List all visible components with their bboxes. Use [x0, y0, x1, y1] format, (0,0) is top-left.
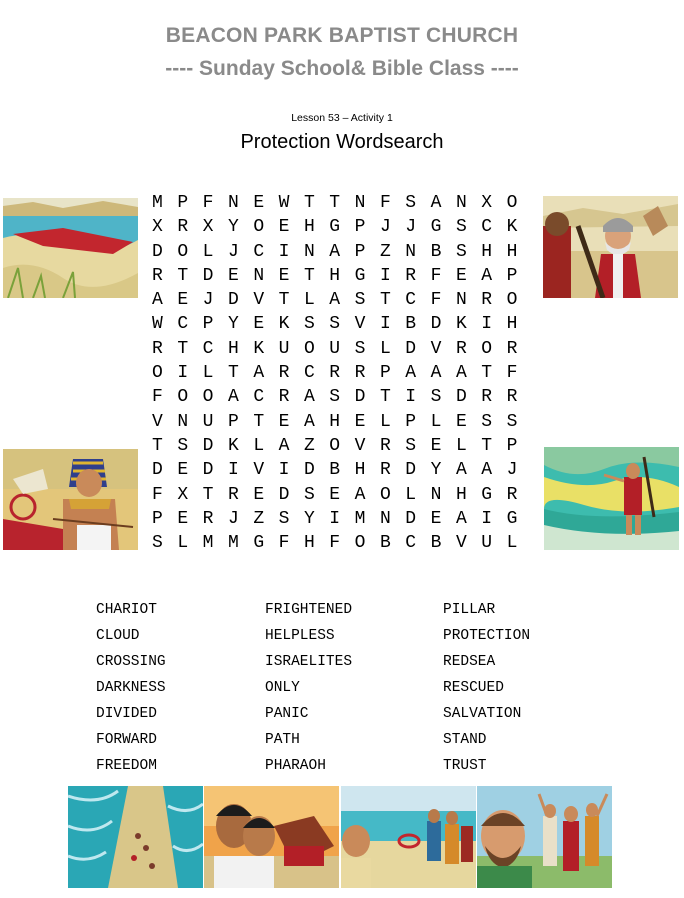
word-list-column-2: [265, 602, 352, 784]
grid-letter: Y: [430, 460, 442, 481]
grid-letter: A: [303, 411, 315, 432]
word-list-item: ISRAELITES: [265, 654, 353, 670]
grid-letter: X: [152, 217, 163, 238]
grid-letter: F: [430, 265, 442, 286]
grid-letter: O: [506, 193, 518, 213]
grid-letter: S: [177, 435, 189, 456]
word-list-item: REDSEA: [443, 654, 496, 670]
grid-letter: D: [227, 290, 239, 311]
grid-letter: O: [379, 484, 391, 505]
grid-letter: L: [379, 411, 391, 432]
grid-letter: I: [177, 363, 189, 384]
wordsearch-title: Protection Wordsearch: [240, 131, 444, 153]
israelites-by-sea-illustration: [341, 786, 476, 888]
word-list-item: CLOUD: [96, 628, 140, 644]
grid-letter: H: [506, 314, 518, 335]
grid-letter: A: [278, 435, 290, 456]
grid-letter: A: [405, 363, 417, 384]
grid-letter: S: [481, 411, 493, 432]
grid-letter: R: [506, 387, 518, 408]
grid-letter: H: [303, 533, 315, 554]
grid-letter: R: [506, 484, 518, 505]
grid-letter: H: [329, 265, 341, 286]
class-subtitle: ---- Sunday School& Bible Class ----: [165, 57, 519, 80]
grid-letter: H: [354, 460, 366, 481]
parting-sea-illustration: [544, 447, 679, 550]
grid-letter: T: [177, 265, 189, 286]
grid-letter: E: [177, 460, 189, 481]
grid-letter: M: [227, 533, 239, 554]
word-list-column-1: [96, 602, 166, 784]
grid-letter: V: [430, 338, 442, 359]
grid-letter: A: [303, 387, 315, 408]
grid-letter: R: [152, 265, 163, 286]
grid-letter: G: [481, 484, 493, 505]
grid-letter: T: [227, 363, 239, 384]
grid-row: [150, 460, 530, 484]
grid-letter: V: [152, 411, 163, 432]
grid-letter: R: [379, 460, 391, 481]
grid-letter: S: [405, 193, 417, 213]
grid-letter: R: [405, 265, 417, 286]
grid-letter: D: [202, 435, 214, 456]
grid-letter: R: [455, 338, 467, 359]
grid-letter: A: [481, 460, 493, 481]
grid-letter: N: [227, 193, 239, 213]
grid-letter: G: [253, 533, 265, 554]
grid-letter: L: [202, 363, 214, 384]
grid-letter: T: [303, 193, 315, 213]
grid-letter: J: [227, 241, 239, 262]
grid-letter: E: [354, 411, 366, 432]
grid-letter: G: [506, 508, 518, 529]
grid-letter: A: [455, 508, 467, 529]
grid-letter: P: [202, 314, 214, 335]
grid-letter: K: [455, 314, 467, 335]
grid-letter: P: [379, 363, 391, 384]
grid-letter: P: [152, 508, 163, 529]
grid-letter: I: [481, 508, 493, 529]
grid-letter: U: [278, 338, 290, 359]
grid-letter: T: [278, 290, 290, 311]
grid-letter: R: [481, 387, 493, 408]
grid-letter: T: [329, 193, 341, 213]
grid-letter: I: [278, 241, 290, 262]
grid-letter: T: [152, 435, 163, 456]
grid-letter: O: [152, 363, 163, 384]
grid-letter: P: [354, 241, 366, 262]
grid-letter: A: [329, 241, 341, 262]
word-list-item: SALVATION: [443, 706, 522, 722]
grid-letter: I: [379, 265, 391, 286]
grid-letter: E: [455, 265, 467, 286]
grid-letter: B: [405, 314, 417, 335]
grid-row: [150, 242, 530, 266]
grid-letter: O: [329, 435, 341, 456]
grid-letter: F: [202, 193, 214, 213]
grid-letter: D: [430, 314, 442, 335]
pharaoh-chariot-illustration: [3, 449, 138, 550]
grid-letter: S: [329, 387, 341, 408]
grid-letter: U: [202, 411, 214, 432]
grid-letter: L: [177, 533, 189, 554]
grid-letter: L: [202, 241, 214, 262]
word-list-item: CROSSING: [96, 654, 166, 670]
grid-letter: J: [202, 290, 214, 311]
grid-letter: I: [481, 314, 493, 335]
grid-letter: O: [177, 387, 189, 408]
grid-letter: R: [177, 217, 189, 238]
grid-letter: F: [379, 193, 391, 213]
grid-letter: I: [405, 387, 417, 408]
grid-letter: V: [253, 290, 265, 311]
grid-letter: B: [430, 533, 442, 554]
grid-letter: Y: [227, 314, 239, 335]
word-list-item: ONLY: [265, 680, 300, 696]
grid-letter: D: [354, 387, 366, 408]
word-list-column-3: [443, 602, 530, 784]
word-list-item: DIVIDED: [96, 706, 157, 722]
grid-letter: D: [278, 484, 290, 505]
grid-letter: P: [506, 435, 518, 456]
grid-letter: O: [202, 387, 214, 408]
word-list-item: HELPLESS: [265, 628, 335, 644]
grid-letter: Y: [303, 508, 315, 529]
grid-letter: O: [506, 290, 518, 311]
grid-letter: M: [152, 193, 163, 213]
grid-letter: P: [405, 411, 417, 432]
grid-letter: J: [379, 217, 391, 238]
grid-letter: W: [152, 314, 163, 335]
lesson-label: Lesson 53 – Activity 1: [291, 112, 393, 124]
word-list-item: STAND: [443, 732, 487, 748]
grid-letter: H: [455, 484, 467, 505]
word-list-item: PATH: [265, 732, 300, 748]
grid-letter: H: [481, 241, 493, 262]
grid-letter: I: [379, 314, 391, 335]
grid-letter: E: [278, 217, 290, 238]
grid-letter: D: [455, 387, 467, 408]
sea-walls-illustration: [68, 786, 203, 888]
grid-letter: U: [481, 533, 493, 554]
grid-letter: R: [152, 338, 163, 359]
grid-letter: C: [202, 338, 214, 359]
grid-letter: E: [329, 484, 341, 505]
grid-letter: E: [430, 508, 442, 529]
grid-letter: R: [202, 508, 214, 529]
grid-letter: D: [303, 460, 315, 481]
grid-letter: N: [303, 241, 315, 262]
grid-letter: R: [329, 363, 341, 384]
grid-letter: J: [227, 508, 239, 529]
grid-letter: L: [253, 435, 265, 456]
grid-letter: R: [278, 363, 290, 384]
word-list-item: TRUST: [443, 758, 487, 774]
word-list-item: PANIC: [265, 706, 309, 722]
word-list-item: PROTECTION: [443, 628, 531, 644]
grid-row: [150, 363, 530, 387]
grid-letter: S: [303, 314, 315, 335]
grid-letter: V: [354, 435, 366, 456]
grid-letter: R: [481, 290, 493, 311]
grid-letter: L: [430, 411, 442, 432]
grid-letter: E: [278, 265, 290, 286]
grid-letter: R: [506, 338, 518, 359]
grid-letter: J: [506, 460, 518, 481]
grid-letter: A: [455, 363, 467, 384]
grid-letter: F: [506, 363, 518, 384]
frightened-israelites-illustration: [204, 786, 339, 888]
grid-letter: C: [481, 217, 493, 238]
grid-letter: V: [354, 314, 366, 335]
grid-letter: A: [253, 363, 265, 384]
grid-letter: F: [152, 484, 163, 505]
grid-letter: A: [481, 265, 493, 286]
grid-letter: D: [405, 338, 417, 359]
word-list-item: FREEDOM: [96, 758, 157, 774]
word-list-item: PILLAR: [443, 602, 496, 618]
grid-letter: L: [303, 290, 315, 311]
grid-letter: X: [481, 193, 493, 213]
grid-letter: N: [405, 241, 417, 262]
grid-row: [150, 217, 530, 241]
grid-letter: C: [177, 314, 189, 335]
grid-letter: I: [278, 460, 290, 481]
grid-letter: H: [303, 217, 315, 238]
grid-letter: N: [455, 193, 467, 213]
grid-letter: H: [506, 241, 518, 262]
grid-letter: O: [303, 338, 315, 359]
grid-letter: T: [481, 435, 493, 456]
grid-letter: O: [354, 533, 366, 554]
rejoicing-crowd-illustration: [477, 786, 612, 888]
grid-letter: E: [177, 508, 189, 529]
church-name: BEACON PARK BAPTIST CHURCH: [165, 24, 519, 47]
grid-letter: R: [379, 435, 391, 456]
grid-letter: S: [152, 533, 163, 554]
grid-letter: E: [227, 265, 239, 286]
grid-letter: K: [278, 314, 290, 335]
grid-letter: T: [253, 411, 265, 432]
grid-letter: D: [405, 460, 417, 481]
grid-row: [150, 193, 530, 217]
word-list-item: DARKNESS: [96, 680, 166, 696]
grid-letter: N: [354, 193, 366, 213]
grid-letter: A: [430, 363, 442, 384]
grid-letter: S: [430, 387, 442, 408]
grid-letter: C: [303, 363, 315, 384]
grid-letter: O: [481, 338, 493, 359]
grid-letter: S: [278, 508, 290, 529]
word-list-item: CHARIOT: [96, 602, 157, 618]
grid-letter: E: [455, 411, 467, 432]
grid-letter: Z: [253, 508, 265, 529]
grid-letter: N: [253, 265, 265, 286]
grid-letter: T: [379, 290, 391, 311]
grid-letter: R: [354, 363, 366, 384]
grid-letter: L: [405, 484, 417, 505]
grid-letter: B: [329, 460, 341, 481]
grid-letter: I: [227, 460, 239, 481]
grid-letter: V: [253, 460, 265, 481]
grid-letter: T: [379, 387, 391, 408]
grid-letter: C: [253, 387, 265, 408]
grid-letter: R: [227, 484, 239, 505]
grid-letter: I: [329, 508, 341, 529]
grid-letter: S: [455, 241, 467, 262]
grid-row: [150, 266, 530, 290]
grid-letter: B: [430, 241, 442, 262]
grid-letter: S: [354, 290, 366, 311]
grid-letter: A: [329, 290, 341, 311]
grid-letter: K: [253, 338, 265, 359]
grid-letter: L: [455, 435, 467, 456]
wordsearch-grid: [150, 193, 530, 557]
grid-letter: G: [430, 217, 442, 238]
grid-letter: T: [303, 265, 315, 286]
grid-letter: A: [152, 290, 163, 311]
grid-letter: S: [506, 411, 518, 432]
grid-row: [150, 290, 530, 314]
grid-letter: F: [329, 533, 341, 554]
grid-letter: S: [455, 217, 467, 238]
grid-letter: A: [354, 484, 366, 505]
grid-letter: P: [506, 265, 518, 286]
grid-letter: E: [430, 435, 442, 456]
grid-letter: A: [430, 193, 442, 213]
grid-letter: F: [152, 387, 163, 408]
grid-letter: C: [405, 533, 417, 554]
grid-letter: M: [354, 508, 366, 529]
grid-letter: C: [405, 290, 417, 311]
grid-letter: P: [177, 193, 189, 213]
grid-letter: C: [253, 241, 265, 262]
grid-letter: N: [430, 484, 442, 505]
grid-letter: H: [329, 411, 341, 432]
grid-letter: O: [177, 241, 189, 262]
grid-letter: K: [227, 435, 239, 456]
grid-letter: N: [379, 508, 391, 529]
grid-letter: V: [455, 533, 467, 554]
grid-letter: Y: [227, 217, 239, 238]
grid-letter: D: [152, 241, 163, 262]
grid-letter: L: [506, 533, 518, 554]
grid-letter: F: [430, 290, 442, 311]
grid-letter: T: [177, 338, 189, 359]
grid-row: [150, 339, 530, 363]
grid-row: [150, 387, 530, 411]
grid-letter: R: [278, 387, 290, 408]
moses-staff-illustration: [543, 196, 678, 298]
grid-letter: L: [379, 338, 391, 359]
grid-letter: G: [354, 265, 366, 286]
grid-letter: X: [177, 484, 189, 505]
grid-letter: P: [227, 411, 239, 432]
grid-letter: U: [329, 338, 341, 359]
grid-row: [150, 412, 530, 436]
grid-letter: B: [379, 533, 391, 554]
grid-letter: A: [227, 387, 239, 408]
grid-letter: E: [253, 484, 265, 505]
word-list-item: FORWARD: [96, 732, 157, 748]
grid-letter: J: [405, 217, 417, 238]
grid-row: [150, 485, 530, 509]
grid-letter: N: [455, 290, 467, 311]
grid-letter: O: [253, 217, 265, 238]
grid-letter: K: [506, 217, 518, 238]
grid-letter: M: [202, 533, 214, 554]
grid-letter: W: [278, 193, 290, 213]
grid-letter: S: [303, 484, 315, 505]
word-list-item: FRIGHTENED: [265, 602, 353, 618]
grid-letter: S: [329, 314, 341, 335]
grid-letter: P: [354, 217, 366, 238]
grid-row: [150, 509, 530, 533]
grid-letter: D: [202, 460, 214, 481]
grid-letter: N: [177, 411, 189, 432]
grid-letter: D: [202, 265, 214, 286]
grid-letter: A: [455, 460, 467, 481]
grid-letter: Z: [303, 435, 315, 456]
grid-letter: S: [405, 435, 417, 456]
red-sea-shore-illustration: [3, 198, 138, 298]
grid-letter: S: [354, 338, 366, 359]
grid-letter: H: [227, 338, 239, 359]
grid-letter: Z: [379, 241, 391, 262]
grid-letter: X: [202, 217, 214, 238]
grid-letter: F: [278, 533, 290, 554]
grid-letter: E: [253, 193, 265, 213]
grid-letter: T: [202, 484, 214, 505]
grid-row: [150, 533, 530, 557]
grid-row: [150, 314, 530, 338]
grid-letter: T: [481, 363, 493, 384]
grid-letter: G: [329, 217, 341, 238]
word-list-item: RESCUED: [443, 680, 504, 696]
grid-letter: D: [405, 508, 417, 529]
grid-letter: E: [278, 411, 290, 432]
grid-row: [150, 436, 530, 460]
grid-letter: E: [253, 314, 265, 335]
grid-letter: D: [152, 460, 163, 481]
grid-letter: E: [177, 290, 189, 311]
word-list-item: PHARAOH: [265, 758, 326, 774]
